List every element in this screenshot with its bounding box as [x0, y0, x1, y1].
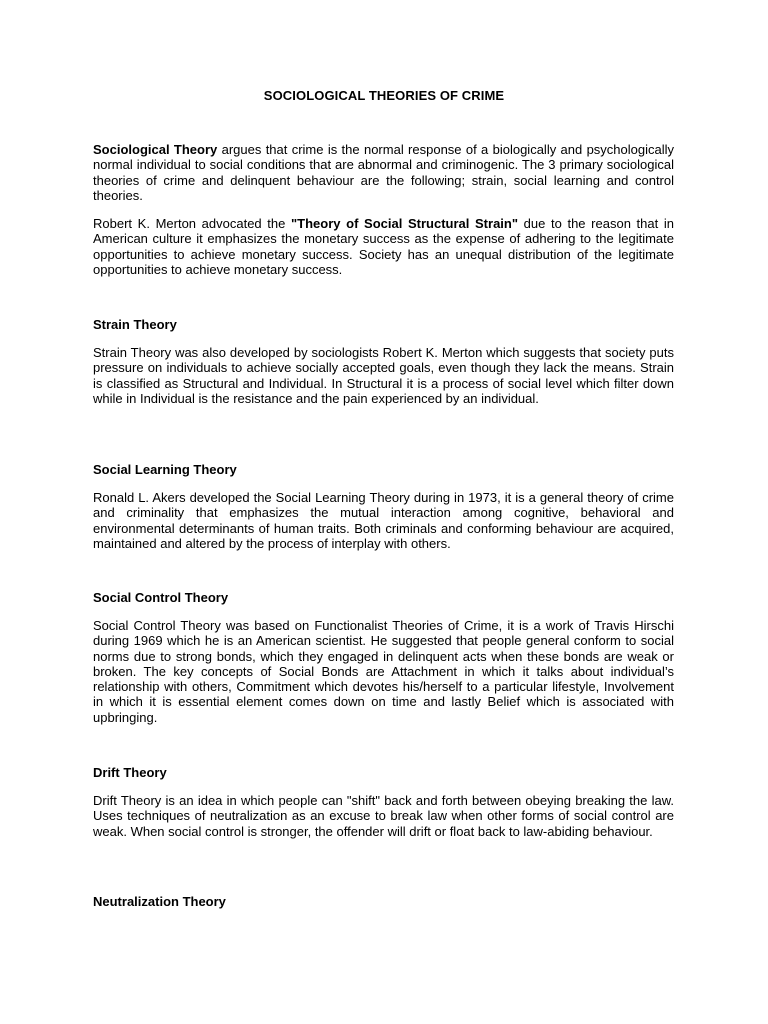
intro-paragraph [93, 142, 674, 203]
intro-lead-rest: argues that crime is the normal response of a biologically and psychologically normal individual to social conditions that are abnormal and criminogenic. The 3 primary sociological theories of crime and delinquent behaviour are the following; strain, social learning and control theories. [93, 142, 675, 203]
merton-after: due to the reason that in American culture it emphasizes the monetary success as the expense of adhering to the legitimate opportunities to achieve monetary success. Society has an unequal distribution of the legitimate opportunities to achieve monetary success. [93, 216, 674, 277]
merton-before: Robert K. Merton advocated the [93, 216, 291, 231]
intro-lead-bold: Sociological Theory [93, 142, 218, 157]
social-learning-theory-heading: Social Learning Theory [93, 462, 237, 477]
document-title: SOCIOLOGICAL THEORIES OF CRIME [263, 88, 505, 103]
social-control-theory-heading: Social Control Theory [93, 590, 229, 605]
drift-theory-heading: Drift Theory [93, 765, 167, 780]
social-control-theory-body: Social Control Theory was based on Functionalist Theories of Crime, it is a work of Travis Hirschi during 1969 which he is an American scientist. He suggested that people general conform to social norms due to strong bonds, which they engaged in delinquent acts when these bonds are weak or broken. The key concepts of Social Bonds are Attachment in which it talks about individual’s relationship with others, Commitment which devotes his/herself to a particular lifestyle, Involvement in which it is essential element comes down on time and lastly Belief which is associated with upbringing. [93, 618, 674, 725]
strain-theory-heading: Strain Theory [93, 317, 177, 332]
drift-theory-body: Drift Theory is an idea in which people can "shift" back and forth between obeying breaking the law. Uses techniques of neutralization as an excuse to break law when other forms of social control are weak. When social control is stronger, the offender will drift or float back to law-abiding behaviour. [93, 793, 674, 839]
merton-bold-term: "Theory of Social Structural Strain" [291, 216, 519, 231]
merton-paragraph [93, 216, 674, 277]
social-learning-theory-body: Ronald L. Akers developed the Social Learning Theory during in 1973, it is a general theory of crime and criminality that emphasizes the mutual interaction among cognitive, behavioral and environmental determinants of human traits. Both criminals and conforming behaviour are acquired, maintained and altered by the process of interplay with others. [93, 490, 674, 551]
neutralization-theory-heading: Neutralization Theory [93, 894, 226, 909]
strain-theory-body: Strain Theory was also developed by sociologists Robert K. Merton which suggests that society puts pressure on individuals to achieve socially accepted goals, even though they lack the means. Strain is classified as Structural and Individual. In Structural it is a process of social level which filter down while in Individual is the resistance and the pain experienced by an individual. [93, 345, 674, 406]
